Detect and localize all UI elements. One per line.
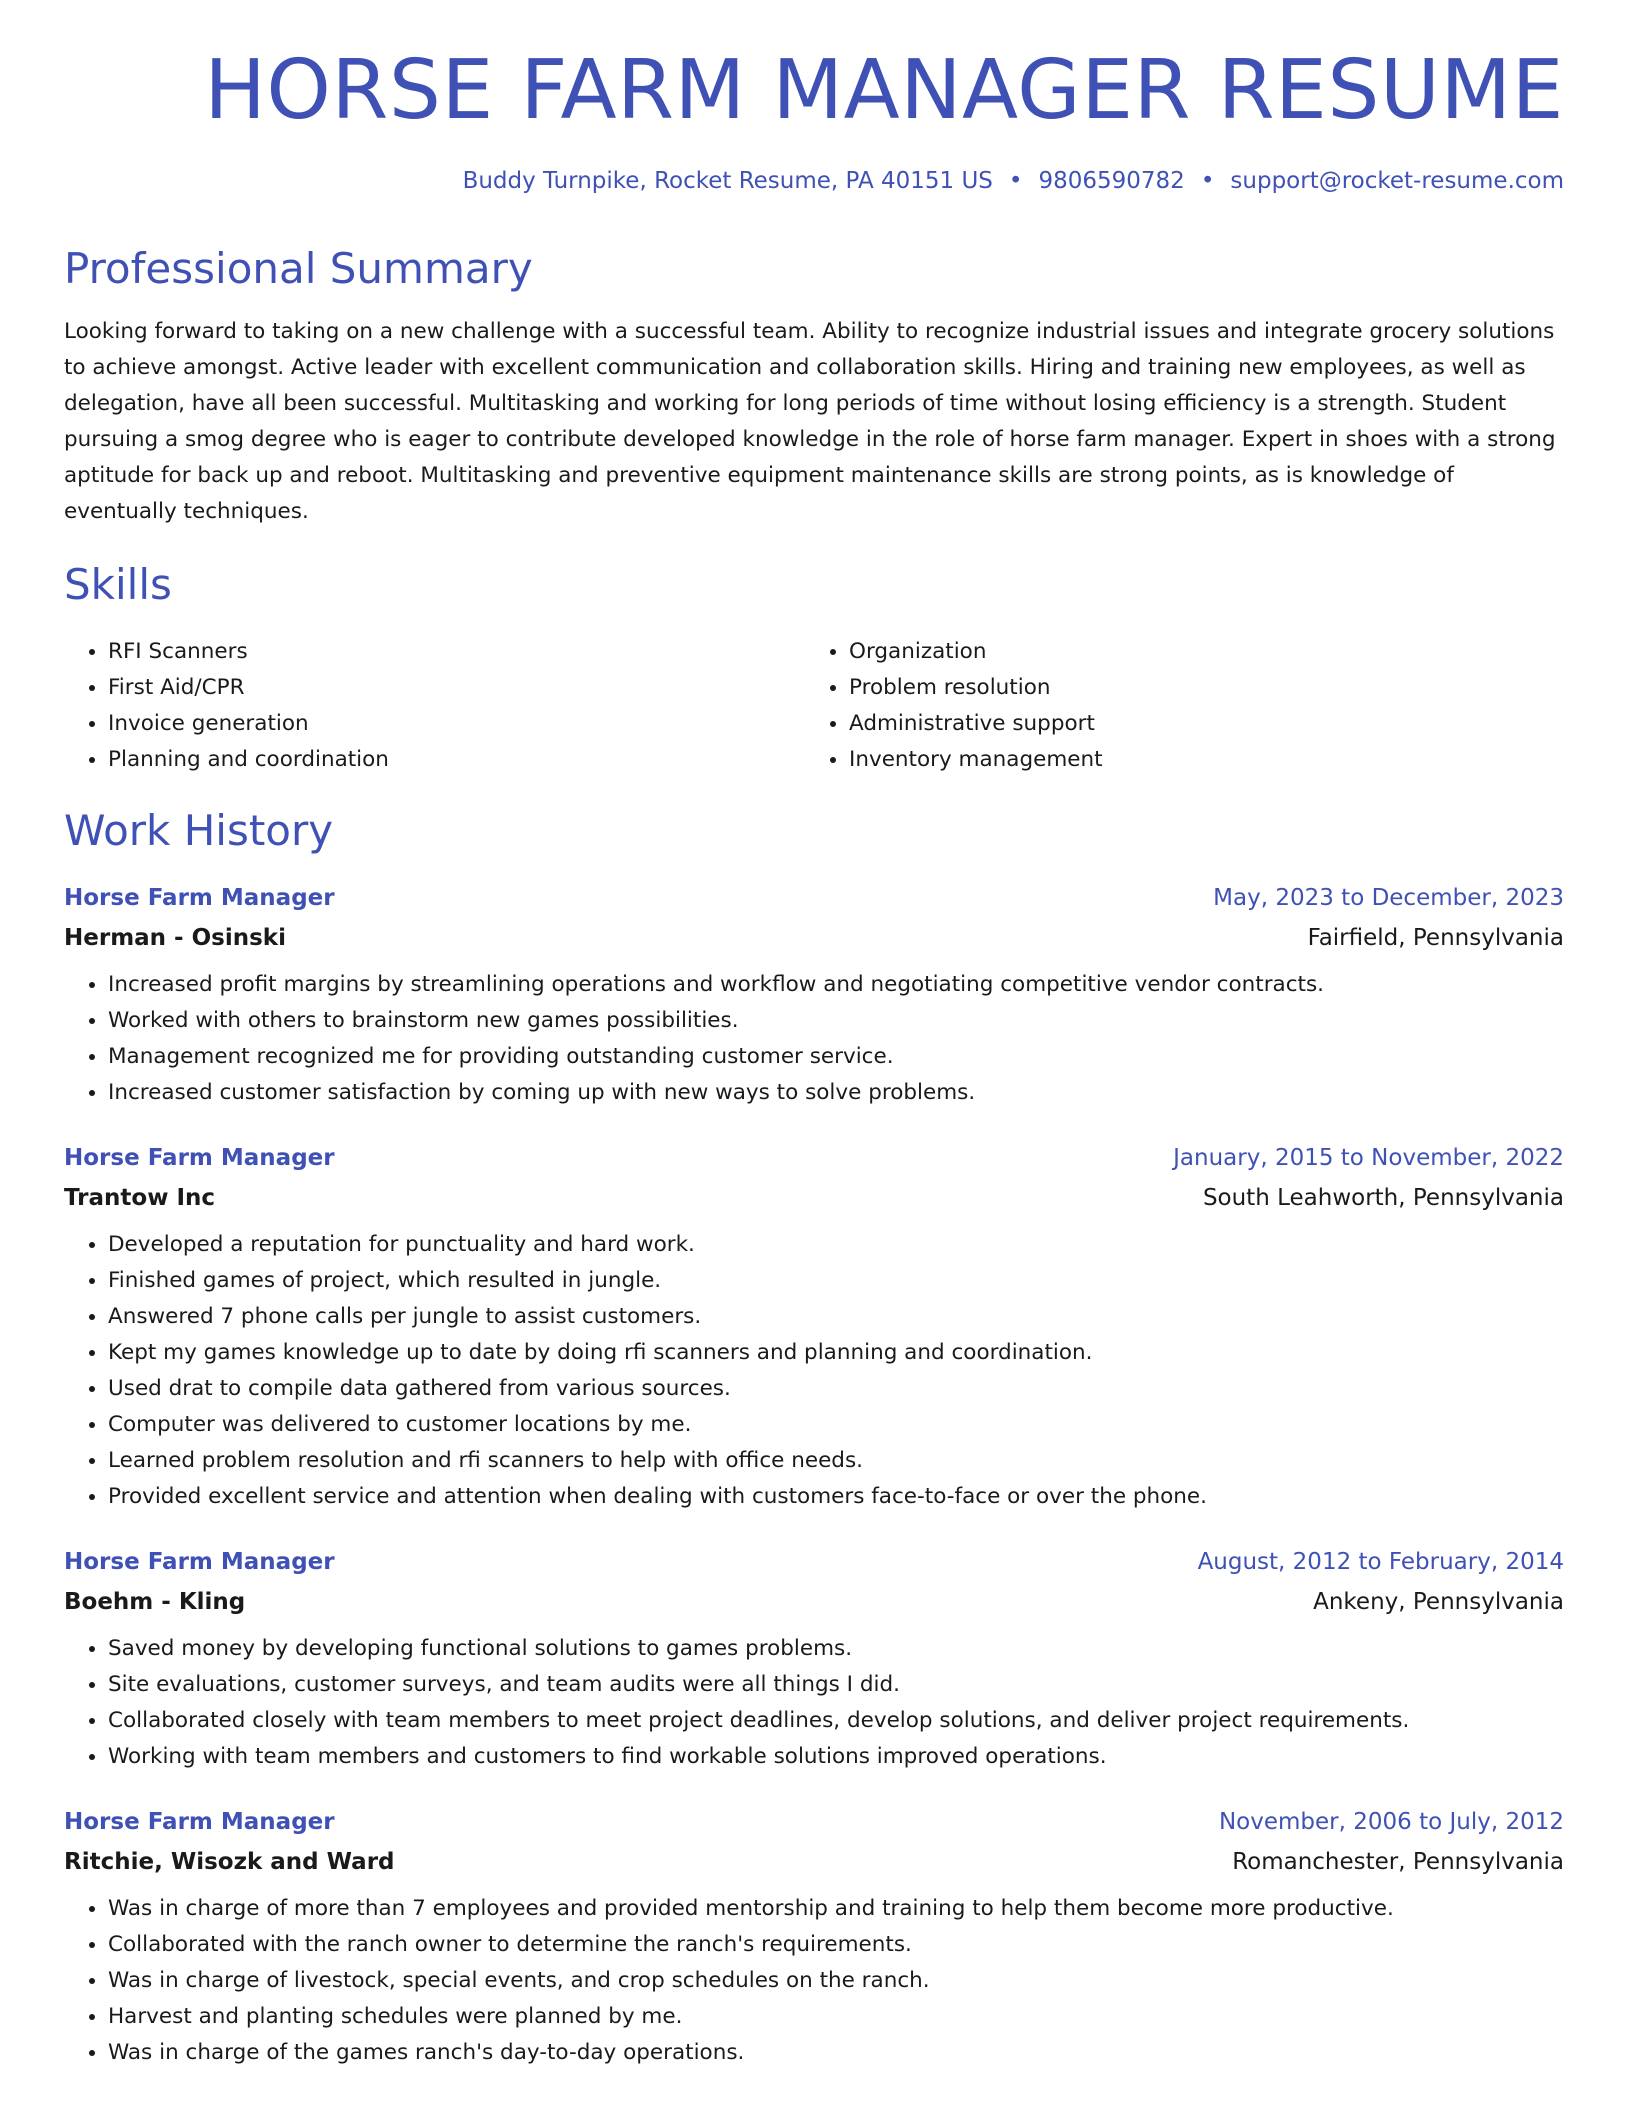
resume-header	[64, 0, 1564, 194]
job-dates: May, 2023 to December, 2023	[1213, 884, 1564, 911]
job-entry	[64, 885, 1564, 1111]
job-bullet: • Saved money by developing functional solutions to games problems.	[108, 1631, 1564, 1667]
job-entry	[64, 1145, 1564, 1515]
contact-separator: •	[1008, 168, 1023, 194]
job-entry	[64, 1809, 1564, 2071]
job-company: Boehm - Kling	[64, 1588, 246, 1615]
job-bullet: • Working with team members and customers to find workable solutions improved operations.	[108, 1739, 1564, 1775]
summary-text: Looking forward to taking on a new challenge with a successful team. Ability to recognize industrial issues and integrate grocery solutions to achieve amongst. Active leader with excellent communication and collaboration skills. Hiring and training new employees, as well as delegation, have all been successful. Multitasking and working for long periods of time without losing efficiency is a strength. Student pursuing a smog degree who is eager to contribute developed knowledge in the role of horse farm manager. Expert in shoes with a strong aptitude for back up and reboot. Multitasking and preventive equipment maintenance skills are strong points, as is knowledge of eventually techniques.	[64, 319, 1556, 525]
skills-list	[64, 634, 1564, 778]
resume-title: HORSE FARM MANAGER RESUME	[204, 43, 1564, 138]
job-location: Romanchester, Pennsylvania	[1232, 1848, 1564, 1875]
job-bullet: • Kept my games knowledge up to date by doing rfi scanners and planning and coordination.	[108, 1335, 1564, 1371]
skill-item: • Planning and coordination	[108, 742, 805, 778]
job-bullet: • Site evaluations, customer surveys, and team audits were all things I did.	[108, 1667, 1564, 1703]
job-company: Herman - Osinski	[64, 924, 286, 951]
skills-heading: Skills	[64, 560, 172, 610]
job-bullet: • Learned problem resolution and rfi scanners to help with office needs.	[108, 1443, 1564, 1479]
summary-heading: Professional Summary	[64, 244, 533, 293]
job-entry	[64, 1549, 1564, 1775]
skill-item: • Inventory management	[849, 742, 1564, 778]
job-company: Trantow Inc	[64, 1184, 216, 1211]
contact-address: Buddy Turnpike, Rocket Resume, PA 40151 US	[462, 168, 993, 194]
job-bullet: • Worked with others to brainstorm new games possibilities.	[108, 1003, 1564, 1039]
job-bullet: • Was in charge of livestock, special events, and crop schedules on the ranch.	[108, 1963, 1564, 1999]
job-bullet: • Collaborated closely with team members to meet project deadlines, develop solutions, and deliver project requirements.	[108, 1703, 1564, 1739]
job-location: South Leahworth, Pennsylvania	[1202, 1184, 1564, 1211]
work-history-list	[64, 885, 1564, 2071]
job-bullets	[64, 1891, 1564, 2071]
job-bullet: • Finished games of project, which resulted in jungle.	[108, 1263, 1564, 1299]
job-title: Horse Farm Manager	[64, 1144, 335, 1171]
job-bullet: • Harvest and planting schedules were planned by me.	[108, 1999, 1564, 2035]
contact-separator: •	[1200, 168, 1215, 194]
skills-column-left	[64, 634, 805, 778]
contact-email[interactable]: support@rocket-resume.com	[1230, 168, 1564, 194]
job-bullets	[64, 1227, 1564, 1515]
job-company: Ritchie, Wisozk and Ward	[64, 1848, 395, 1875]
job-bullet: • Computer was delivered to customer locations by me.	[108, 1407, 1564, 1443]
job-bullet: • Developed a reputation for punctuality and hard work.	[108, 1227, 1564, 1263]
job-title: Horse Farm Manager	[64, 1548, 335, 1575]
job-bullet: • Management recognized me for providing outstanding customer service.	[108, 1039, 1564, 1075]
skills-column-right	[805, 634, 1564, 778]
job-dates: January, 2015 to November, 2022	[1173, 1144, 1564, 1171]
skill-item: • First Aid/CPR	[108, 670, 805, 706]
contact-phone[interactable]: 9806590782	[1038, 168, 1185, 194]
job-dates: November, 2006 to July, 2012	[1218, 1808, 1564, 1835]
skill-item: • RFI Scanners	[108, 634, 805, 670]
job-bullet: • Increased profit margins by streamlining operations and workflow and negotiating competitive vendor contracts.	[108, 967, 1564, 1003]
job-bullets	[64, 1631, 1564, 1775]
contact-line	[64, 168, 1564, 194]
job-bullet: • Used drat to compile data gathered from various sources.	[108, 1371, 1564, 1407]
job-location: Ankeny, Pennsylvania	[1313, 1588, 1564, 1615]
work-history-heading: Work History	[64, 806, 334, 856]
job-bullet: • Answered 7 phone calls per jungle to assist customers.	[108, 1299, 1564, 1335]
job-bullet: • Was in charge of more than 7 employees and provided mentorship and training to help them become more productive.	[108, 1891, 1564, 1927]
job-bullet: • Provided excellent service and attention when dealing with customers face-to-face or over the phone.	[108, 1479, 1564, 1515]
job-title: Horse Farm Manager	[64, 884, 335, 911]
job-bullet: • Increased customer satisfaction by coming up with new ways to solve problems.	[108, 1075, 1564, 1111]
skill-item: • Organization	[849, 634, 1564, 670]
job-title: Horse Farm Manager	[64, 1808, 335, 1835]
job-dates: August, 2012 to February, 2014	[1197, 1548, 1564, 1575]
job-bullet: • Was in charge of the games ranch's day-to-day operations.	[108, 2035, 1564, 2071]
skill-item: • Administrative support	[849, 706, 1564, 742]
job-location: Fairfield, Pennsylvania	[1307, 924, 1564, 951]
skill-item: • Problem resolution	[849, 670, 1564, 706]
job-bullets	[64, 967, 1564, 1111]
skill-item: • Invoice generation	[108, 706, 805, 742]
job-bullet: • Collaborated with the ranch owner to determine the ranch's requirements.	[108, 1927, 1564, 1963]
